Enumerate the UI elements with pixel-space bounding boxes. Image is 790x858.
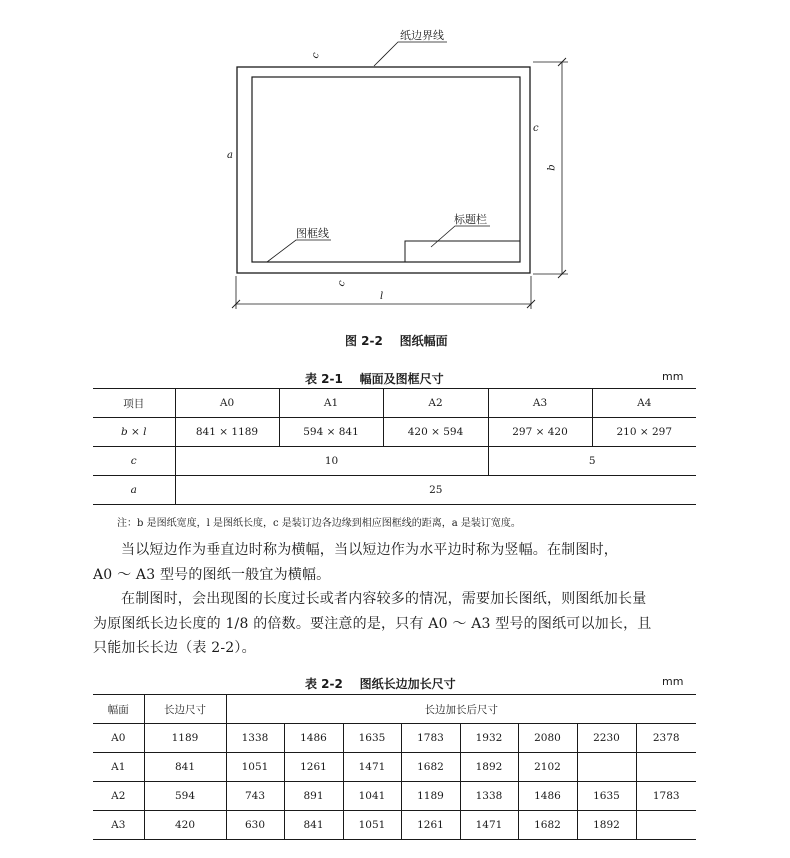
table2-header-size: 幅面 [93, 695, 144, 724]
table1-bl-label: b × l [93, 418, 175, 447]
table-row [93, 476, 696, 505]
table2-cell-ext-1: 841 [284, 811, 343, 840]
table2-cell-ext-3: 1261 [401, 811, 460, 840]
table2-cell-ext-7: 1783 [636, 782, 696, 811]
table2-cell-ext-2: 1635 [343, 724, 401, 753]
table2-cell-ext-1: 1486 [284, 724, 343, 753]
table1-header-item: 项目 [93, 389, 175, 418]
label-l-bottom: l [380, 291, 384, 302]
table2-cell-ext-6: 1635 [577, 782, 636, 811]
table1-c-value-2: 5 [488, 447, 696, 476]
frame-rect [252, 77, 520, 262]
table2-cell-ext-6: 1892 [577, 811, 636, 840]
table2-cell-size: A0 [93, 724, 144, 753]
leader-frame-line [267, 240, 331, 262]
table2-cell-ext-2: 1051 [343, 811, 401, 840]
table2-cell-ext-3: 1682 [401, 753, 460, 782]
paragraph-1-line-1: 当以短边作为垂直边时称为横幅，当以短边作为水平边时称为竖幅。在制图时， [121, 542, 618, 558]
label-c-bottom: c [335, 279, 348, 288]
table1-bl-a4: 210 × 297 [592, 418, 696, 447]
paragraph-2-line-1: 在制图时，会出现图的长度过长或者内容较多的情况，需要加长图纸，则图纸加长量 [121, 591, 647, 607]
table2-cell-ext-0: 743 [226, 782, 284, 811]
table2-header-extended: 长边加长后尺寸 [226, 695, 696, 724]
table1-bl-a3: 297 × 420 [488, 418, 592, 447]
table1-header-a4: A4 [592, 389, 696, 418]
table2-cell-ext-5: 1486 [518, 782, 577, 811]
table2-cell-ext-2: 1041 [343, 782, 401, 811]
table1-header-a0: A0 [175, 389, 279, 418]
table1-header-a3: A3 [488, 389, 592, 418]
table2-cell-ext-0: 1051 [226, 753, 284, 782]
table1-unit: mm [662, 370, 684, 383]
table2-cell-ext-7: 2378 [636, 724, 696, 753]
table1-c-value-1: 10 [175, 447, 488, 476]
table1-a-label: a [93, 476, 175, 505]
table-row [93, 389, 696, 418]
paper-layout-diagram [0, 0, 790, 320]
table2-cell-ext-3: 1189 [401, 782, 460, 811]
table2-cell-ext-1: 891 [284, 782, 343, 811]
table-row [93, 811, 696, 840]
leader-title-block [431, 226, 490, 247]
paragraph-2-line-3: 只能加长长边（表 2-2）。 [93, 640, 256, 656]
table2-cell-size: A2 [93, 782, 144, 811]
table-row [93, 695, 696, 724]
table2-cell-ext-0: 1338 [226, 724, 284, 753]
label-b-right: b [546, 164, 558, 171]
table-extended-sizes [93, 694, 696, 840]
table2-cell-ext-4: 1471 [460, 811, 518, 840]
label-title-block: 标题栏 [454, 213, 487, 226]
table2-cell-ext-0: 630 [226, 811, 284, 840]
body-text [93, 538, 698, 661]
leader-paper-border [374, 42, 447, 66]
label-paper-border: 纸边界线 [400, 29, 444, 42]
table2-cell-size: A3 [93, 811, 144, 840]
table2-cell-ext-5: 2102 [518, 753, 577, 782]
title-block-rect [405, 241, 520, 262]
table1-caption: 表 2-1 幅面及图框尺寸 [305, 372, 444, 386]
table2-header-long: 长边尺寸 [144, 695, 226, 724]
table1-c-label: c [93, 447, 175, 476]
table2-cell-ext-4: 1892 [460, 753, 518, 782]
table2-cell-ext-4: 1338 [460, 782, 518, 811]
table1-bl-a0: 841 × 1189 [175, 418, 279, 447]
table-row [93, 724, 696, 753]
table1-header-a2: A2 [383, 389, 488, 418]
table2-cell-long: 420 [144, 811, 226, 840]
table2-cell-size: A1 [93, 753, 144, 782]
table2-unit: mm [662, 675, 684, 688]
table2-cell-ext-6: 2230 [577, 724, 636, 753]
table2-cell-long: 594 [144, 782, 226, 811]
table1-header-a1: A1 [279, 389, 383, 418]
label-a-left: a [227, 150, 233, 161]
table2-cell-ext-7 [636, 753, 696, 782]
table2-cell-ext-6 [577, 753, 636, 782]
table-row [93, 782, 696, 811]
table2-cell-ext-4: 1932 [460, 724, 518, 753]
table2-cell-ext-7 [636, 811, 696, 840]
table2-caption: 表 2-2 图纸长边加长尺寸 [305, 677, 456, 691]
table2-cell-long: 841 [144, 753, 226, 782]
label-c-right: c [533, 123, 539, 134]
label-frame-line: 图框线 [296, 227, 329, 240]
table2-cell-ext-2: 1471 [343, 753, 401, 782]
paragraph-2-line-2: 为原图纸长边长度的 1/8 的倍数。要注意的是，只有 A0 ～ A3 型号的图纸可以加长，且 [93, 615, 652, 632]
figure-caption: 图 2-2 图纸幅面 [345, 334, 448, 348]
table-row [93, 753, 696, 782]
table2-cell-ext-3: 1783 [401, 724, 460, 753]
table2-cell-ext-5: 1682 [518, 811, 577, 840]
table-row [93, 418, 696, 447]
table1-note: 注：b 是图纸宽度，l 是图纸长度，c 是装订边各边缘到相应图框线的距离，a 是装订宽度。 [117, 518, 521, 529]
paper-border-rect [237, 67, 530, 273]
table2-cell-ext-1: 1261 [284, 753, 343, 782]
table-row [93, 447, 696, 476]
table1-bl-a1: 594 × 841 [279, 418, 383, 447]
table1-bl-a2: 420 × 594 [383, 418, 488, 447]
table1-a-value: 25 [175, 476, 696, 505]
table-paper-sizes [93, 388, 696, 505]
table2-cell-ext-5: 2080 [518, 724, 577, 753]
label-c-top: c [309, 51, 322, 60]
paragraph-1-line-2: A0 ～ A3 型号的图纸一般宜为横幅。 [93, 566, 331, 583]
table2-cell-long: 1189 [144, 724, 226, 753]
